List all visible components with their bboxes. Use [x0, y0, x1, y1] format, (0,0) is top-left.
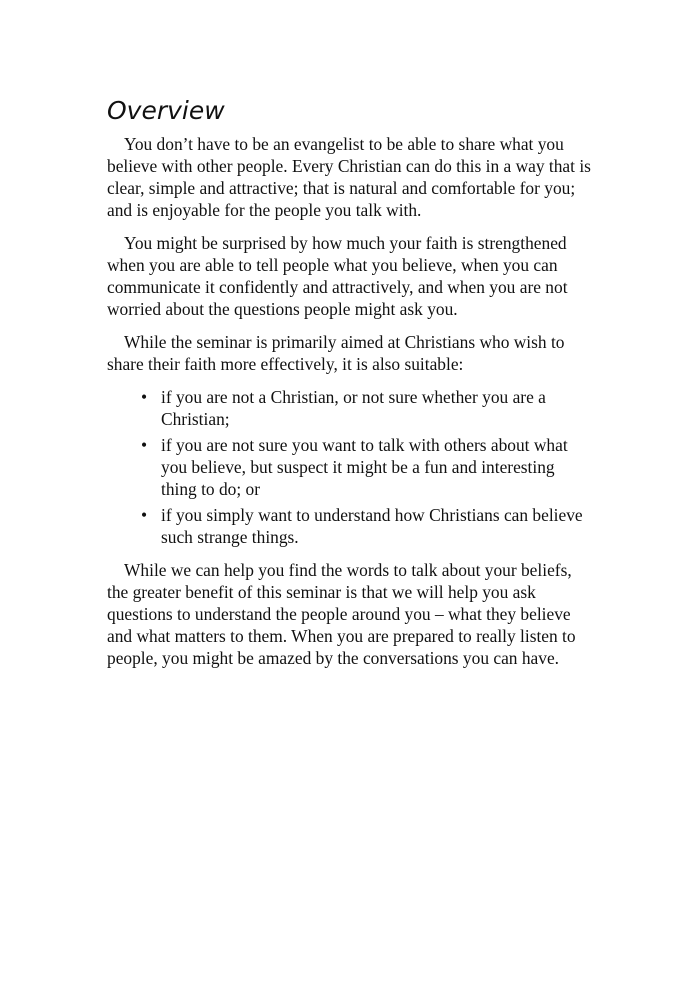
bullet-icon: •: [141, 435, 148, 455]
section-heading: Overview: [107, 96, 225, 125]
list-item-text: if you are not a Christian, or not sure whether you are a Christian;: [161, 387, 546, 429]
paragraph-faith-strengthened: You might be surprised by how much your faith is strengthened when you are able to tell people what you believe, when you can communicate it confidently and attractively, and when you are not worried about the questions people might ask you.: [107, 233, 568, 319]
bullet-icon: •: [141, 505, 148, 525]
paragraph-seminar-audience: While the seminar is primarily aimed at Christians who wish to share their faith more effectively, it is also suitable:: [107, 332, 565, 374]
bullet-list: [107, 386, 592, 548]
list-item: [107, 434, 592, 500]
bullet-icon: •: [141, 387, 148, 407]
list-item: [107, 386, 592, 430]
document-page: [107, 96, 592, 680]
list-item-text: if you are not sure you want to talk with others about what you believe, but suspect it might be a fun and interesting thing to do; or: [161, 435, 568, 499]
list-item: [107, 504, 592, 548]
paragraph-intro: You don’t have to be an evangelist to be able to share what you believe with other people. Every Christian can do this in a way that is clear, simple and attractive; that is natural and comfortable for you; and is enjoyable for the people you talk with.: [107, 134, 591, 220]
paragraph-closing: While we can help you find the words to talk about your beliefs, the greater benefit of this seminar is that we will help you ask questions to understand the people around you – what they believe and what matters to them. When you are prepared to really listen to people, you might be amazed by the conversations you can have.: [107, 560, 576, 668]
list-item-text: if you simply want to understand how Christians can believe such strange things.: [161, 505, 583, 547]
